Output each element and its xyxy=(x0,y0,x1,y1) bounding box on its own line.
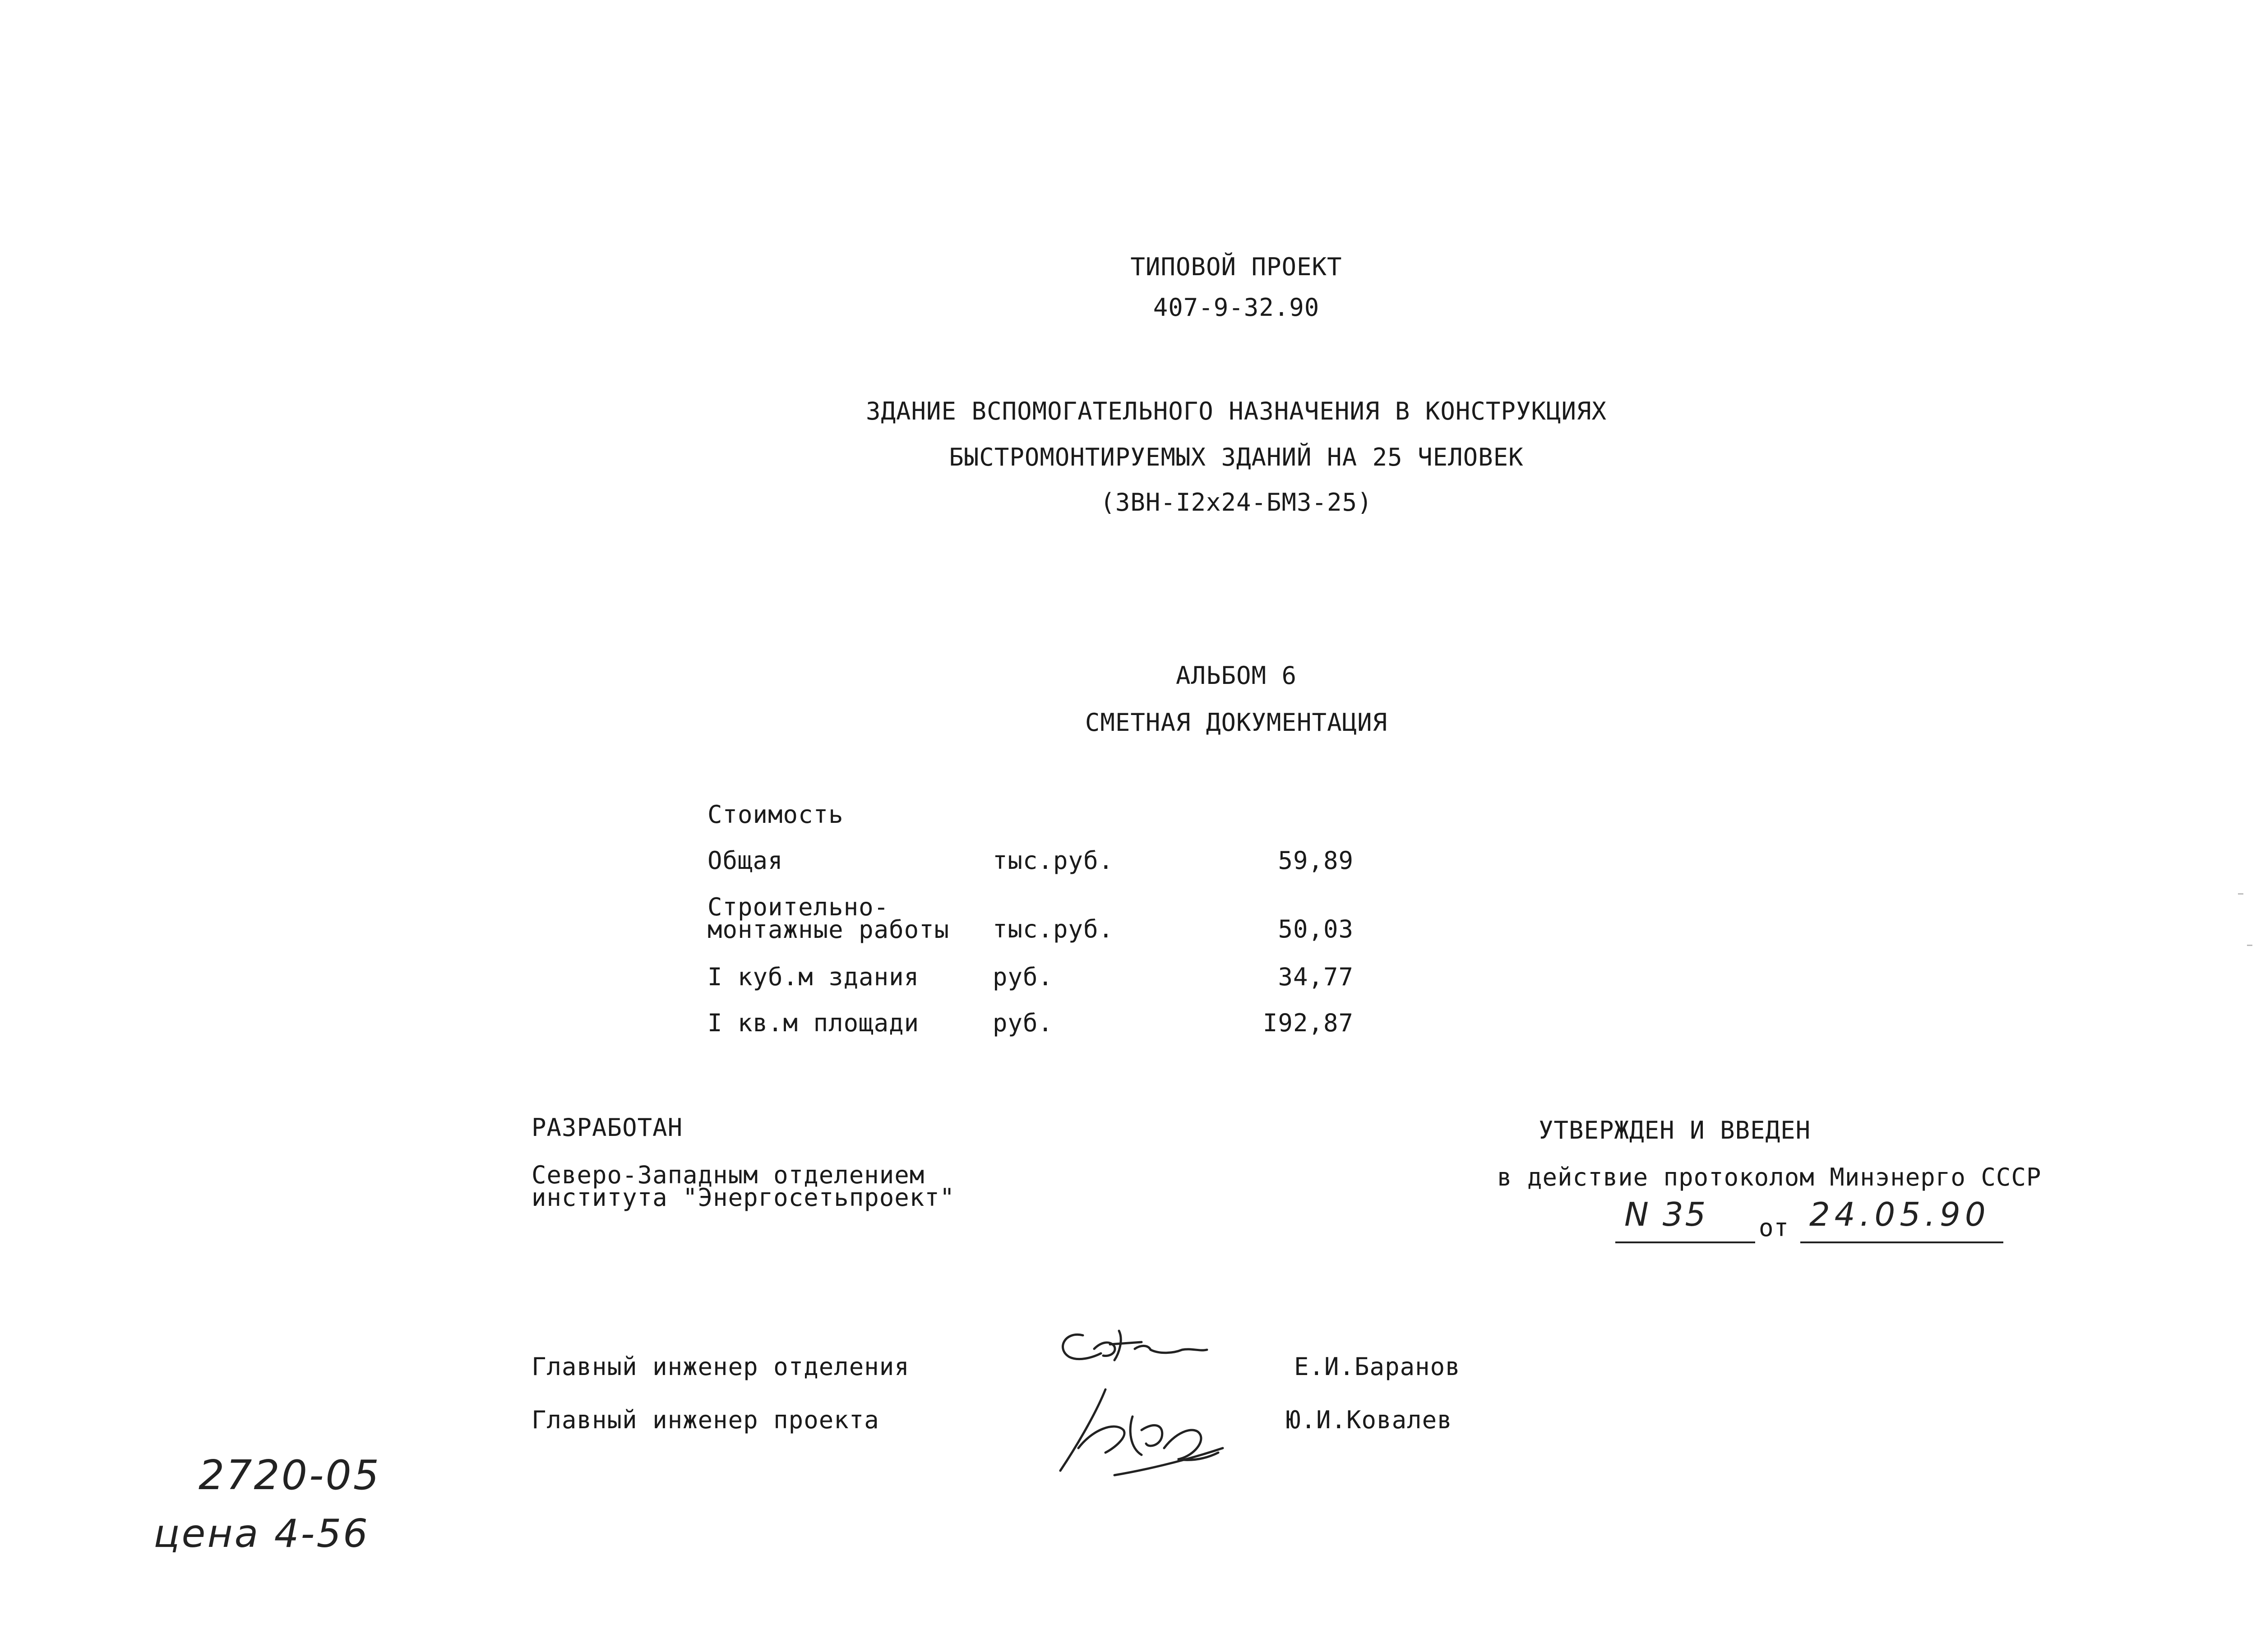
project-number: 407-9-32.90 xyxy=(1153,293,1320,322)
cost-label-line: Строительно- xyxy=(707,893,889,921)
approved-line-1: в действие протоколом Минэнерго СССР xyxy=(1497,1163,2042,1191)
handwritten-price: цена 4-56 xyxy=(153,1511,370,1556)
album-title: СМЕТНАЯ ДОКУМЕНТАЦИЯ xyxy=(1085,708,1388,737)
signatory-position: Главный инженер отделения xyxy=(532,1352,910,1381)
developed-heading: РАЗРАБОТАН xyxy=(532,1113,683,1142)
cost-label: I кв.м площади xyxy=(707,1009,920,1037)
signatory-position: Главный инженер проекта xyxy=(532,1406,879,1434)
cost-label xyxy=(707,893,950,944)
title-line-2: БЫСТРОМОНТИРУЕМЫХ ЗДАНИЙ НА 25 ЧЕЛОВЕК xyxy=(949,443,1524,471)
signature-baranov xyxy=(1051,1322,1214,1371)
handwritten-code: 2720-05 xyxy=(199,1452,381,1499)
cost-unit: руб. xyxy=(993,963,1054,991)
cost-label-line: монтажные работы xyxy=(707,915,950,944)
cost-value: 50,03 xyxy=(1278,915,1354,943)
signature-kovalev xyxy=(1051,1380,1241,1480)
developed-line-2: института "Энергосетьпроект" xyxy=(532,1183,955,1212)
scan-mark xyxy=(2238,893,2243,895)
protocol-number: N 35 xyxy=(1624,1195,1708,1233)
cost-unit: руб. xyxy=(993,1009,1054,1037)
cost-value: I92,87 xyxy=(1262,1009,1354,1037)
album-number: АЛЬБОМ 6 xyxy=(1175,661,1297,690)
developed-line-1: Северо-Западным отделением xyxy=(532,1161,925,1189)
project-type: ТИПОВОЙ ПРОЕКТ xyxy=(1130,253,1342,281)
title-line-3: (ЗВН-I2х24-БМЗ-25) xyxy=(1100,488,1373,517)
scan-mark xyxy=(2247,945,2252,946)
cost-heading: Стоимость xyxy=(707,800,844,829)
cost-unit: тыс.руб. xyxy=(993,915,1114,943)
cost-label: I куб.м здания xyxy=(707,963,920,991)
cost-label: Общая xyxy=(707,846,783,875)
cost-unit: тыс.руб. xyxy=(993,846,1114,875)
approved-heading: УТВЕРЖДЕН И ВВЕДЕН xyxy=(1539,1116,1811,1144)
title-line-1: ЗДАНИЕ ВСПОМОГАТЕЛЬНОГО НАЗНАЧЕНИЯ В КОНСТРУКЦИЯХ xyxy=(865,397,1607,425)
signatory-name: Е.И.Баранов xyxy=(1294,1352,1461,1381)
approved-from-label: от xyxy=(1759,1214,1789,1242)
cost-value: 59,89 xyxy=(1278,846,1354,875)
cost-value: 34,77 xyxy=(1278,963,1354,991)
protocol-date: 24.05.90 xyxy=(1809,1195,1990,1233)
signatory-name: Ю.И.Ковалев xyxy=(1286,1406,1452,1434)
